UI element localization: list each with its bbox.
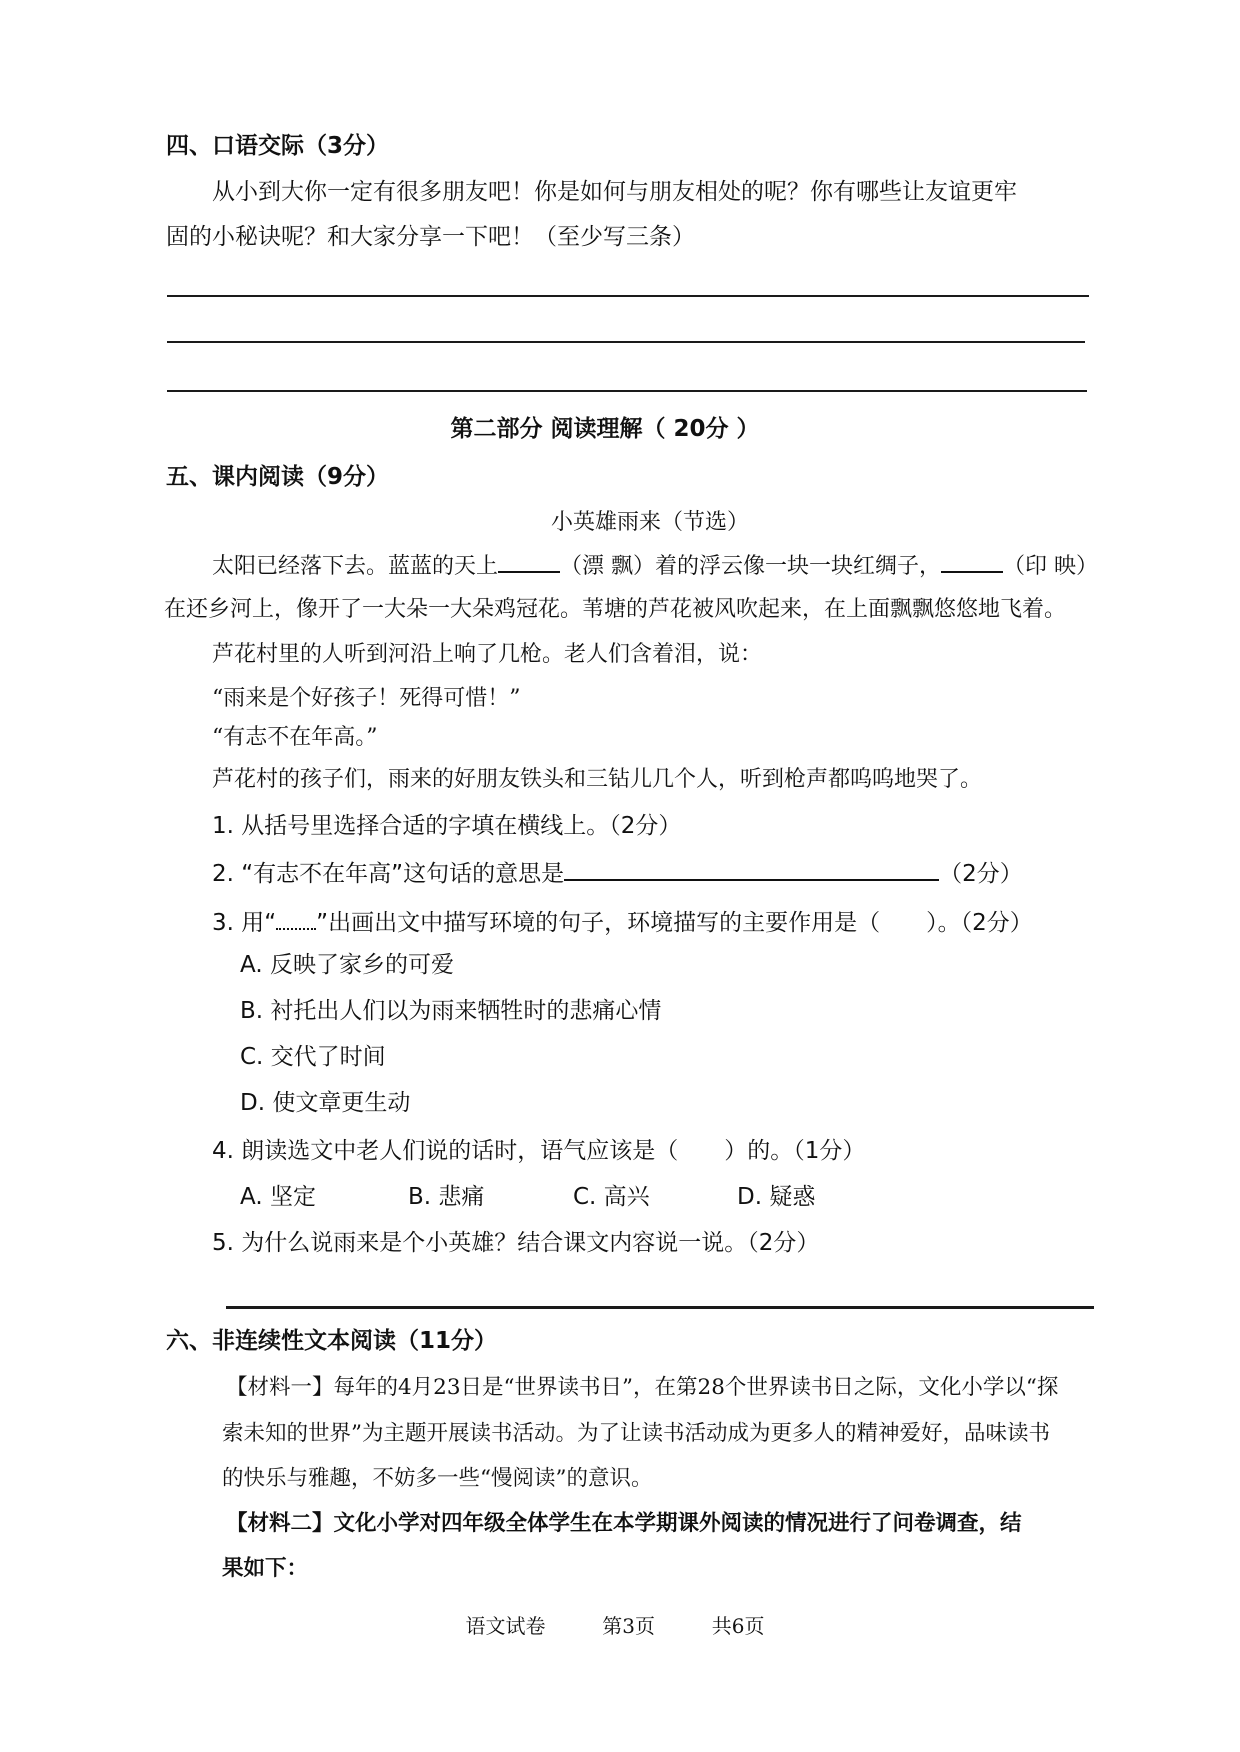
question-4: 4. 朗读选文中老人们说的话时，语气应该是（ ）的。（1分） (212, 1138, 866, 1164)
section4-heading: 四、口语交际（3分） (166, 133, 390, 159)
q4-option-a[interactable]: A. 坚定 (240, 1184, 316, 1210)
q5-answer-line[interactable] (226, 1306, 1094, 1309)
q3-option-a[interactable]: A. 反映了家乡的可爱 (240, 952, 454, 978)
question-5: 5. 为什么说雨来是个小英雄？结合课文内容说一说。（2分） (212, 1230, 820, 1256)
section4-prompt-line1: 从小到大你一定有很多朋友吧！你是如何与朋友相处的呢？你有哪些让友谊更牢 (212, 179, 1017, 205)
part2-heading: 第二部分 阅读理解（ 20分 ） (450, 416, 760, 442)
footer-page: 第3页 (602, 1614, 655, 1638)
answer-line-2[interactable] (167, 341, 1085, 343)
material2-line2: 果如下： (222, 1556, 309, 1581)
section5-heading: 五、课内阅读（9分） (166, 464, 390, 490)
q2-score: （2分） (939, 861, 1023, 887)
answer-line-1[interactable] (167, 295, 1089, 297)
passage-p2: 芦花村里的人听到河沿上响了几枪。老人们含着泪，说： (212, 642, 763, 667)
p1-options-1: （漂 飘） (560, 554, 656, 579)
passage-p1-line1 (212, 549, 1098, 581)
footer-subject: 语文试卷 (465, 1614, 546, 1638)
passage-p3: “雨来是个好孩子！死得可惜！” (212, 686, 521, 711)
passage-p1-line2: 在还乡河上，像开了一大朵一大朵鸡冠花。苇塘的芦花被风吹起来，在上面飘飘悠悠地飞着。 (164, 597, 1067, 622)
passage-title: 小英雄雨来（节选） (550, 510, 749, 535)
question-1: 1. 从括号里选择合适的字填在横线上。（2分） (212, 813, 682, 839)
material1-line3: 的快乐与雅趣，不妨多一些“慢阅读”的意识。 (222, 1466, 653, 1491)
wavy-underline-icon (276, 906, 316, 930)
fill-blank-2[interactable] (941, 549, 1003, 573)
q4-option-b[interactable]: B. 悲痛 (408, 1184, 485, 1210)
q3-text-b: ”出画出文中描写环境的句子，环境描写的主要作用是（ ）。（2分） (316, 910, 1033, 936)
footer-total: 共6页 (711, 1614, 765, 1638)
q2-answer-line[interactable] (564, 857, 939, 881)
material1-line2: 索未知的世界”为主题开展读书活动。为了让读书活动成为更多人的精神爱好，品味读书 (222, 1421, 1050, 1446)
q3-option-d[interactable]: D. 使文章更生动 (240, 1090, 411, 1116)
section4-prompt-line2: 固的小秘诀呢？和大家分享一下吧！（至少写三条） (166, 224, 695, 250)
question-2 (212, 857, 1023, 888)
p1-options-2: （印 映） (1003, 554, 1099, 579)
answer-line-3[interactable] (167, 390, 1087, 392)
passage-p4: “有志不在年高。” (212, 725, 378, 750)
q3-option-c[interactable]: C. 交代了时间 (240, 1044, 386, 1070)
page-footer (0, 1612, 1240, 1640)
q4-option-c[interactable]: C. 高兴 (573, 1184, 650, 1210)
p1-text-a: 太阳已经落下去。蓝蓝的天上 (212, 554, 499, 579)
q4-option-d[interactable]: D. 疑惑 (737, 1184, 816, 1210)
section6-heading: 六、非连续性文本阅读（11分） (166, 1328, 498, 1354)
fill-blank-1[interactable] (498, 549, 560, 573)
material1-line1: 【材料一】每年的4月23日是“世界读书日”，在第28个世界读书日之际，文化小学以“探 (226, 1375, 1059, 1400)
q3-option-b[interactable]: B. 衬托出人们以为雨来牺牲时的悲痛心情 (240, 998, 662, 1024)
question-3 (212, 906, 1033, 937)
material2-line1: 【材料二】文化小学对四年级全体学生在本学期课外阅读的情况进行了问卷调查，结 (226, 1511, 1022, 1536)
q3-text-a: 3. 用“ (212, 910, 277, 936)
passage-p5: 芦花村的孩子们，雨来的好朋友铁头和三钻儿几个人，听到枪声都呜呜地哭了。 (212, 767, 983, 792)
q2-text: 2. “有志不在年高”这句话的意思是 (212, 861, 565, 887)
p1-text-b: 着的浮云像一块一块红绸子， (655, 554, 942, 579)
